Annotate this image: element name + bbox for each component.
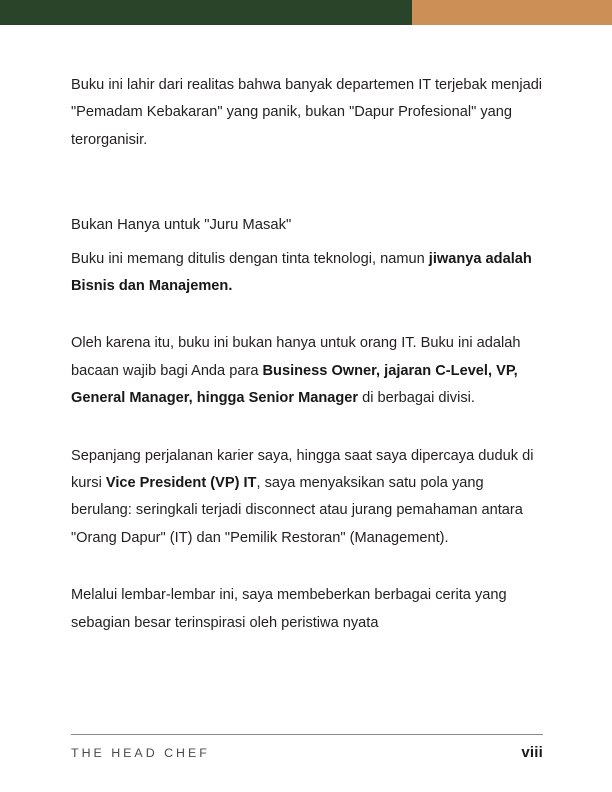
paragraph-audience-text-lead: Oleh karena itu, buku ini bukan hanya untuk orang IT. Buku ini adalah bacaan wajib bagi Anda para: [71, 335, 521, 379]
top-decorative-bar: [0, 0, 612, 25]
spacer-before-paragraph-audience: [71, 300, 543, 330]
paragraph-career-text-lead: Sepanjang perjalanan karier saya, hingga saat saya dipercaya duduk di kursi: [71, 447, 534, 492]
content-column: [71, 72, 543, 637]
footer-page-number: viii: [521, 744, 543, 761]
paragraph-career-bold-title: Vice President (VP) IT: [105, 475, 257, 492]
paragraph-intro: [71, 72, 543, 154]
paragraph-closing: [71, 582, 543, 637]
paragraph-intro-text: Buku ini lahir dari realitas bahwa banyak departemen IT terjebak menjadi "Pemadam Kebakaran" yang panik, bukan "Dapur Profesional" yang terorganisir.: [71, 77, 543, 148]
paragraph-closing-text: Melalui lembar-lembar ini, saya membeberkan berbagai cerita yang sebagian besar terinspirasi oleh peristiwa nyata: [71, 587, 507, 631]
spacer-before-heading: [71, 154, 543, 212]
section-heading: Bukan Hanya untuk "Juru Masak": [71, 217, 292, 234]
paragraph-audience-bold-roles: Business Owner, jajaran C-Level, VP, General Manager, hingga Senior Manager: [71, 362, 518, 407]
paragraph-audience: [71, 330, 543, 412]
page-body: [0, 25, 612, 792]
paragraph-career: [71, 443, 543, 553]
spacer-before-paragraph-career: [71, 413, 543, 443]
paragraph-career-text-tail: , saya menyaksikan satu pola yang berulang: seringkali terjadi disconnect atau jurang pemahaman antara "Orang Dapur" (IT) dan "Pemilik Restoran" (Management).: [71, 475, 523, 546]
paragraph-jiwa-bold: jiwanya adalah Bisnis dan Manajemen.: [71, 250, 532, 295]
page-footer: [71, 734, 543, 761]
paragraph-jiwa: [71, 246, 543, 301]
top-bar-orange-block: [412, 0, 612, 25]
paragraph-jiwa-text: Buku ini memang ditulis dengan tinta teknologi, namun: [71, 250, 429, 267]
footer-book-title: THE HEAD CHEF: [71, 746, 210, 760]
footer-divider: [71, 734, 543, 735]
footer-row: [71, 744, 543, 761]
paragraph-audience-text-tail: di berbagai divisi.: [358, 390, 475, 407]
spacer-before-paragraph-closing: [71, 552, 543, 582]
top-bar-green-block: [0, 0, 412, 25]
